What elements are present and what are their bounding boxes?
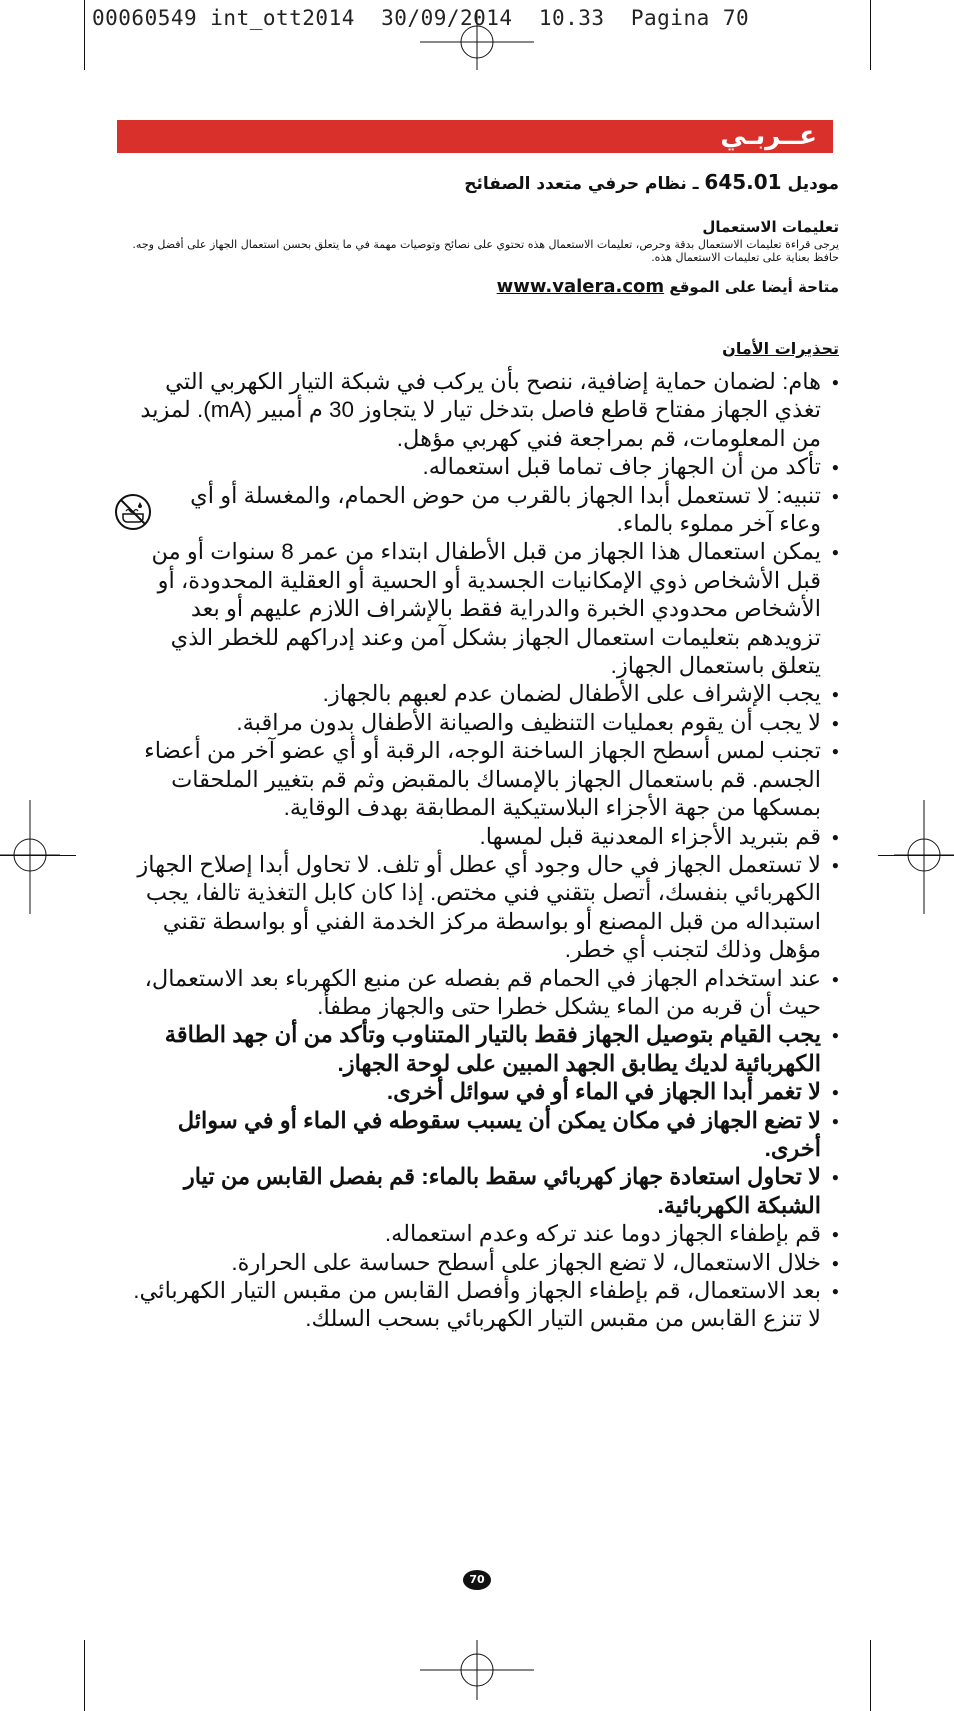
model-suffix: ـ نظام حرفي متعدد الصفائح — [464, 174, 705, 194]
safety-heading: تحذيرات الأمان — [722, 339, 839, 358]
crop-mark — [870, 0, 871, 70]
page-number: 70 — [463, 1570, 491, 1590]
safety-list — [117, 368, 839, 1334]
model-number: 645.01 — [704, 170, 782, 194]
list-item: ● لا يجب أن يقوم بعمليات التنظيف والصيانة الأطفال بدون مراقبة. — [117, 709, 839, 737]
list-item: ● تأكد من أن الجهاز جاف تماما قبل استعماله. — [117, 453, 839, 481]
list-item: ● قم بتبريد الأجزاء المعدنية قبل لمسها. — [117, 823, 839, 851]
list-item: ● بعد الاستعمال، قم بإطفاء الجهاز وأفصل القابس من مقبس التيار الكهربائي. لا تنزع القابس من مقبس التيار الكهربائي بسحب السلك. — [117, 1277, 839, 1334]
website-line — [117, 276, 839, 297]
instructions-heading: تعليمات الاستعمال — [702, 218, 839, 236]
website-label: متاحة أيضا على الموقع — [664, 278, 839, 296]
list-item: ● عند استخدام الجهاز في الحمام قم بفصله عن منبع الكهرباء بعد الاستعمال، حيث أن قربه من الماء يشكل خطرا حتى والجهاز مطفأ. — [117, 965, 839, 1022]
list-item: ● هام: لضمان حماية إضافية، ننصح بأن يركب في شبكة التيار الكهربي التي تغذي الجهاز مفتاح قاطع فاصل بتدخل تيار لا يتجاوز 30 م أمبير (mA). لمزيد من المعلومات، قم بمراجعة فني كهربي مؤهل. — [117, 368, 839, 453]
crop-mark — [84, 0, 85, 70]
model-title — [117, 170, 839, 194]
print-header: 00060549 int_ott2014 30/09/2014 10.33 Pagina 70 — [92, 6, 750, 30]
registration-mark-bottom — [420, 1640, 534, 1700]
list-item: ● يمكن استعمال هذا الجهاز من قبل الأطفال ابتداء من عمر 8 سنوات أو من قبل الأشخاص ذوي الإمكانيات الجسدية أو الحسية أو العقلية المحدودة، أو الأشخاص محدودي الخبرة والدراية فقط بالإشراف اللازم عليهم أو بعد تزويدهم بتعليمات استعمال الجهاز بشكل آمن وعند إدراكهم للخطر الذي يتعلق باستعمال الجهاز. — [117, 538, 839, 680]
list-item: ● تجنب لمس أسطح الجهاز الساخنة الوجه، الرقبة أو أي عضو آخر من أعضاء الجسم. قم باستعمال الجهاز بالإمساك بالمقبض وثم قم بتغيير الملحقات بمسكها من جهة الأجزاء البلاستيكية المطابقة بهدف الوقاية. — [117, 737, 839, 822]
list-item-bold: ● لا تغمر أبدا الجهاز في الماء أو في سوائل أخرى. — [117, 1078, 839, 1106]
registration-mark-left — [0, 800, 60, 914]
list-item-warning — [117, 482, 839, 539]
list-item: ● يجب الإشراف على الأطفال لضمان عدم لعبهم بالجهاز. — [117, 680, 839, 708]
registration-mark-top — [420, 10, 534, 70]
crop-mark — [84, 1640, 85, 1711]
model-prefix: موديل — [781, 174, 839, 194]
website-link[interactable]: www.valera.com — [496, 276, 665, 297]
list-item-bold: ● يجب القيام بتوصيل الجهاز فقط بالتيار المتناوب وتأكد من أن جهد الطاقة الكهربائية لديك يطابق الجهد المبين على لوحة الجهاز. — [117, 1021, 839, 1078]
no-water-bath-icon — [113, 492, 153, 532]
list-item-bold: ● لا تضع الجهاز في مكان يمكن أن يسبب سقوطه في الماء أو في سوائل أخرى. — [117, 1107, 839, 1164]
language-label: عــربـي — [720, 121, 817, 151]
crop-mark — [870, 1640, 871, 1711]
list-item: ● لا تستعمل الجهاز في حال وجود أي عطل أو تلف. لا تحاول أبدا إصلاح الجهاز الكهربائي بنفسك، أتصل بتقني فني مختص. إذا كان كابل التغذية تالفا، يجب استبداله من قبل المصنع أو بواسطة مركز الخدمة الفني أو بواسطة تقني مؤهل وذلك لتجنب أي خطر. — [117, 851, 839, 965]
instructions-text: يرجى قراءة تعليمات الاستعمال بدقة وحرص، تعليمات الاستعمال هذه تحتوي على نصائح وتوصيات مهمة في ما يتعلق بحسن استعمال الجهاز على أفضل وجه. حافظ بعناية على تعليمات الاستعمال هذه. — [132, 238, 839, 264]
registration-mark-right — [894, 800, 954, 914]
list-item-bold: ● لا تحاول استعادة جهاز كهربائي سقط بالماء: قم بفصل القابس من تيار الشبكة الكهربائية. — [117, 1163, 839, 1220]
warning-text: تنبيه: لا تستعمل أبدا الجهاز بالقرب من حوض الحمام، والمغسلة أو أي وعاء آخر مملوء بالماء. — [190, 482, 821, 537]
list-item: ● قم بإطفاء الجهاز دوما عند تركه وعدم استعماله. — [117, 1220, 839, 1248]
language-band — [117, 120, 833, 153]
manual-content — [117, 170, 839, 1334]
list-item: ● خلال الاستعمال، لا تضع الجهاز على أسطح حساسة على الحرارة. — [117, 1249, 839, 1277]
